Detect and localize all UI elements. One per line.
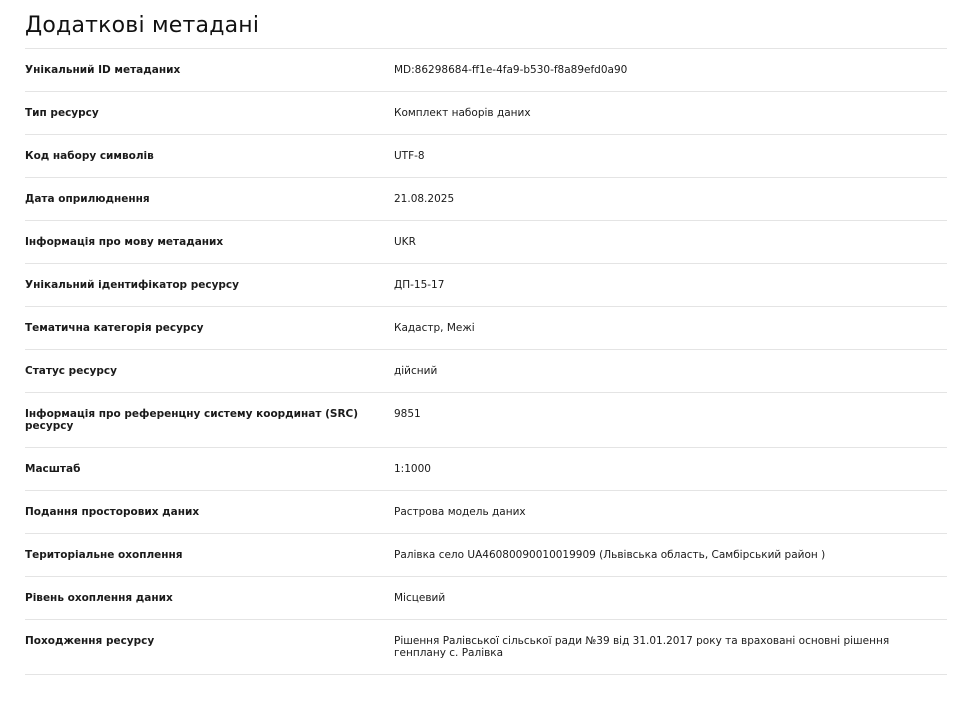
row-label: Статус ресурсу: [25, 365, 117, 377]
table-row: [25, 534, 947, 577]
row-label: Унікальний ID метаданих: [25, 64, 181, 76]
row-value: UKR: [394, 236, 416, 248]
page-title: Додаткові метадані: [25, 0, 947, 49]
table-row: [25, 307, 947, 350]
row-label: Тип ресурсу: [25, 107, 99, 119]
metadata-table: [25, 49, 947, 675]
table-row: [25, 577, 947, 620]
row-value: Кадастр, Межі: [394, 322, 475, 334]
table-row: [25, 92, 947, 135]
row-value: Місцевий: [394, 592, 446, 604]
row-label: Походження ресурсу: [25, 635, 155, 647]
table-row: [25, 221, 947, 264]
table-row: [25, 350, 947, 393]
row-value: Ралівка село UA46080090010019909 (Львівська область, Самбірський район ): [394, 549, 826, 561]
table-row: [25, 264, 947, 307]
row-value: 21.08.2025: [394, 193, 455, 205]
row-label: Дата оприлюднення: [25, 193, 150, 205]
row-label: Унікальний ідентифікатор ресурсу: [25, 279, 240, 291]
row-label: Код набору символів: [25, 150, 154, 162]
row-label: Інформація про референцну систему координат (SRC) ресурсу: [25, 408, 359, 432]
row-label: Тематична категорія ресурсу: [25, 322, 204, 334]
row-label: Інформація про мову метаданих: [25, 236, 224, 248]
table-row: [25, 135, 947, 178]
table-row: [25, 49, 947, 92]
row-value: MD:86298684-ff1e-4fa9-b530-f8a89efd0a90: [394, 64, 628, 76]
row-label: Подання просторових даних: [25, 506, 200, 518]
row-value: Комплект наборів даних: [394, 107, 531, 119]
row-value: Рішення Ралівської сільської ради №39 від 31.01.2017 року та враховані основні рішення генплану с. Ралівка: [394, 635, 890, 659]
table-row: [25, 620, 947, 675]
row-label: Рівень охоплення даних: [25, 592, 173, 604]
row-value: UTF-8: [394, 150, 425, 162]
row-value: дійсний: [394, 365, 438, 377]
row-label: Територіальне охоплення: [25, 549, 183, 561]
table-row: [25, 491, 947, 534]
table-row: [25, 178, 947, 221]
row-value: 9851: [394, 408, 421, 420]
table-row: [25, 393, 947, 448]
row-label: Масштаб: [25, 463, 81, 475]
row-value: ДП-15-17: [394, 279, 445, 291]
metadata-page: [25, 0, 947, 675]
row-value: Растрова модель даних: [394, 506, 526, 518]
table-row: [25, 448, 947, 491]
row-value: 1:1000: [394, 463, 431, 475]
